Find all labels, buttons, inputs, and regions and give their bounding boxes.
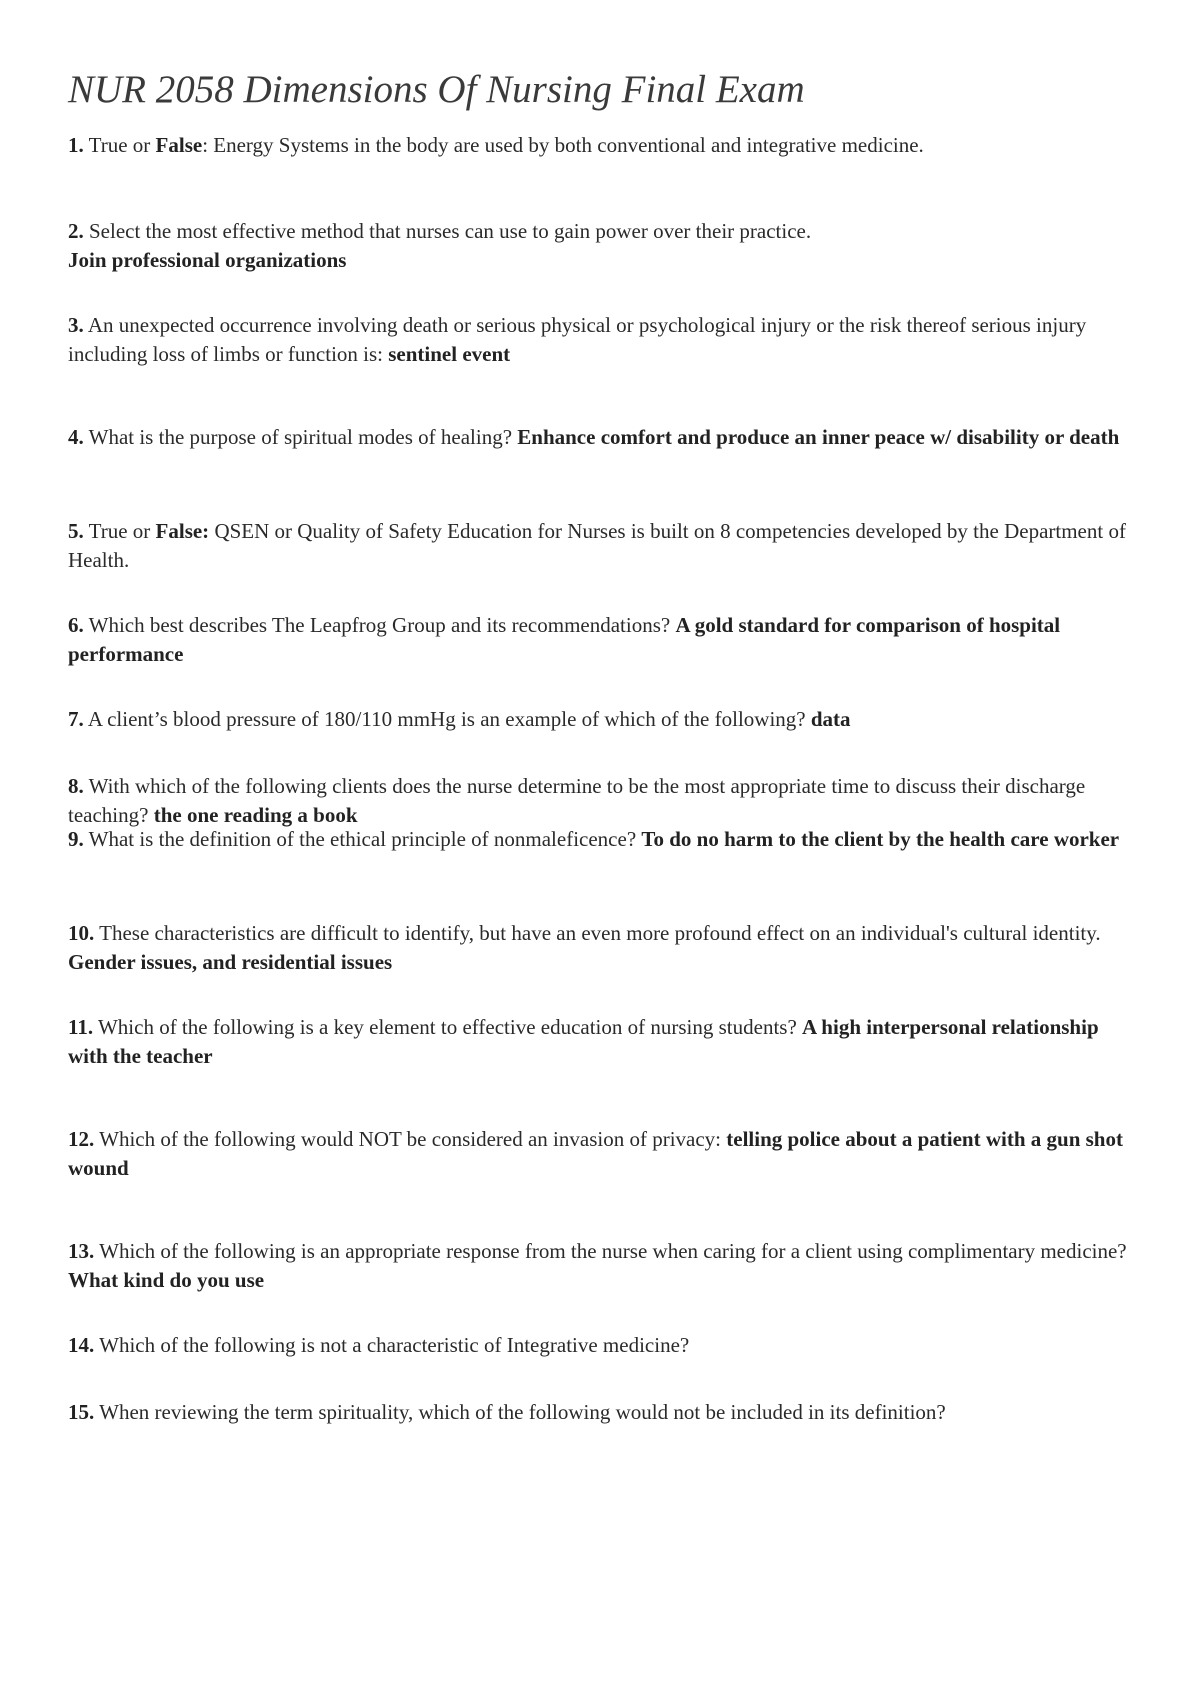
question-15: [68, 1398, 1128, 1427]
answer-text: Gender issues, and residential issues: [68, 950, 393, 974]
question-12: [68, 1125, 1128, 1183]
question-5: [68, 517, 1128, 575]
question-text: Which of the following would NOT be considered an invasion of privacy:: [94, 1127, 727, 1151]
question-3: [68, 311, 1128, 369]
question-text: With which of the following clients does the nurse determine to be the most appropriate time to discuss their discharge teaching?: [68, 774, 1086, 827]
question-11: [68, 1013, 1128, 1071]
question-text: True or: [83, 519, 156, 543]
question-7: [68, 705, 1128, 734]
question-number: 13.: [68, 1239, 95, 1263]
answer-text: False:: [155, 519, 210, 543]
question-number: 10.: [68, 921, 95, 945]
question-text: What is the purpose of spiritual modes of healing?: [83, 425, 518, 449]
page-title: NUR 2058 Dimensions Of Nursing Final Exam: [68, 68, 805, 111]
question-number: 1.: [68, 133, 84, 157]
question-number: 2.: [68, 219, 84, 243]
answer-text: What kind do you use: [68, 1268, 265, 1292]
question-text: Which of the following is a key element to effective education of nursing students?: [93, 1015, 803, 1039]
question-text: When reviewing the term spirituality, which of the following would not be included in its definition?: [94, 1400, 946, 1424]
question-text: Select the most effective method that nurses can use to gain power over their practice.: [83, 219, 812, 243]
question-text: True or: [83, 133, 156, 157]
question-text: Which of the following is not a characteristic of Integrative medicine?: [94, 1333, 690, 1357]
answer-text: A high interpersonal relationship with the teacher: [68, 1015, 1099, 1068]
question-6: [68, 611, 1128, 669]
question-text: Which best describes The Leapfrog Group and its recommendations?: [83, 613, 676, 637]
answer-text: sentinel event: [388, 342, 511, 366]
question-10: [68, 919, 1128, 977]
answer-text: To do no harm to the client by the health care worker: [641, 827, 1120, 851]
question-number: 5.: [68, 519, 84, 543]
question-text: What is the definition of the ethical principle of nonmaleficence?: [83, 827, 642, 851]
question-number: 8.: [68, 774, 84, 798]
question-14: [68, 1331, 1128, 1360]
question-number: 6.: [68, 613, 84, 637]
question-text: A client’s blood pressure of 180/110 mmHg is an example of which of the following?: [83, 707, 811, 731]
answer-text: A gold standard for comparison of hospital performance: [68, 613, 1061, 666]
question-text: An unexpected occurrence involving death or serious physical or psychological injury or the risk thereof serious injury including loss of limbs or function is:: [68, 313, 1087, 366]
question-text: : Energy Systems in the body are used by both conventional and integrative medicine.: [202, 133, 924, 157]
question-number: 9.: [68, 827, 84, 851]
answer-text: Enhance comfort and produce an inner peace w/ disability or death: [517, 425, 1120, 449]
answer-text: data: [810, 707, 851, 731]
answer-text: the one reading a book: [153, 803, 358, 827]
question-text: These characteristics are difficult to identify, but have an even more profound effect on an individual's cultural identity.: [94, 921, 1101, 945]
question-number: 14.: [68, 1333, 95, 1357]
question-8: [68, 772, 1128, 830]
question-text: Which of the following is an appropriate response from the nurse when caring for a client using complimentary medicine?: [94, 1239, 1127, 1263]
question-1: [68, 131, 1128, 160]
answer-text: Join professional organizations: [68, 248, 347, 272]
answer-text: False: [155, 133, 203, 157]
question-13: [68, 1237, 1128, 1295]
question-number: 4.: [68, 425, 84, 449]
question-number: 11.: [68, 1015, 94, 1039]
answer-text: telling police about a patient with a gun shot wound: [68, 1127, 1123, 1180]
question-2: [68, 217, 1128, 275]
question-number: 7.: [68, 707, 84, 731]
question-number: 15.: [68, 1400, 95, 1424]
question-number: 12.: [68, 1127, 95, 1151]
question-4: [68, 423, 1128, 452]
question-9: [68, 825, 1128, 854]
question-text: QSEN or Quality of Safety Education for Nurses is built on 8 competencies developed by the Department of Health.: [68, 519, 1126, 572]
question-number: 3.: [68, 313, 84, 337]
